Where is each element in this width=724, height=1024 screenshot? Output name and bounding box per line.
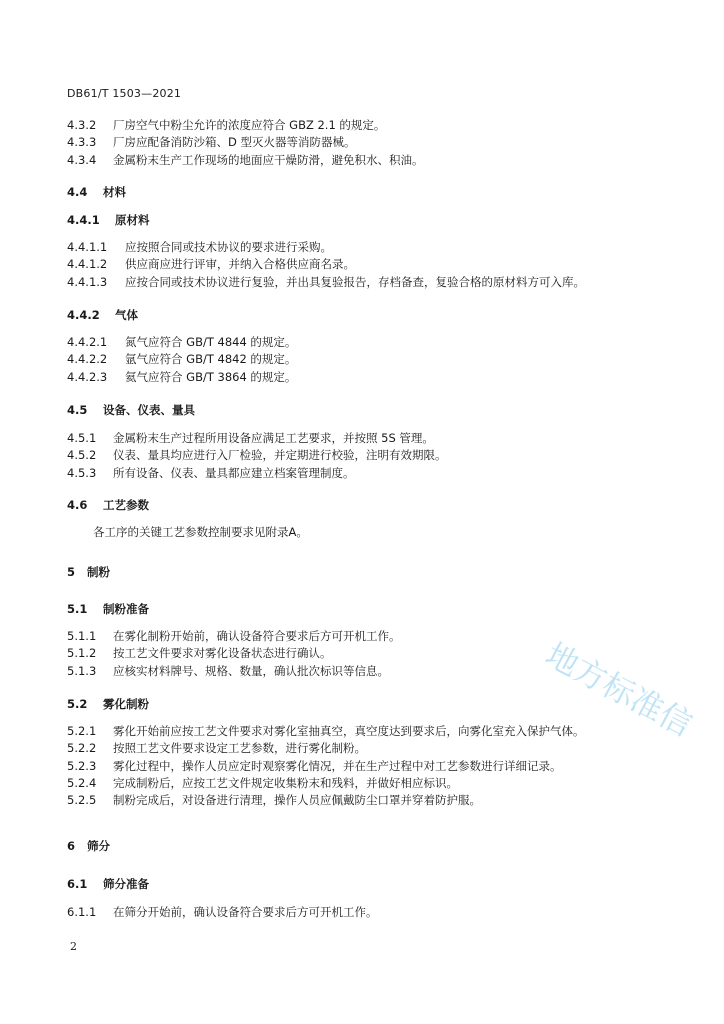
clause-4-4-2-3 [67,369,684,386]
clause-text: 在雾化制粉开始前，确认设备符合要求后方可开机工作。 [113,629,401,643]
clause-number: 4.3.2 [67,118,97,132]
heading-6-1 [67,876,684,893]
clause-text: 供应商应进行评审，并纳入合格供应商名录。 [125,257,355,272]
clause-text: 厂房空气中粉尘允许的浓度应符合 GBZ 2.1 的规定。 [113,118,386,132]
clause-text: 制粉完成后，对设备进行清理，操作人员应佩戴防尘口罩并穿着防护服。 [113,793,481,807]
clause-number: 5.1.1 [67,629,97,643]
heading-5 [67,564,684,581]
heading-4-5 [67,402,684,419]
clause-number: 4.4.1.3 [67,274,108,289]
clause-5-1-1 [67,628,684,645]
clause-text: 应按照合同或技术协议的要求进行采购。 [125,240,332,254]
heading-number: 4.4 [67,185,88,199]
clause-text: 氩气应符合 GB/T 4842 的规定。 [125,352,297,367]
clause-number: 5.2.2 [67,741,97,756]
clause-5-2-1 [67,723,684,740]
heading-4-4-1 [67,212,684,229]
heading-text: 制粉准备 [103,602,149,616]
section-6-1-items [67,904,684,921]
clause-4-4-1-3 [67,274,684,291]
clause-number: 4.4.2.2 [67,352,108,367]
section-4-5-items [67,430,684,482]
heading-text: 筛分 [87,839,110,853]
heading-4-6 [67,497,684,514]
clause-text: 完成制粉后，应按工艺文件规定收集粉末和残料，并做好相应标识。 [113,775,458,790]
watermark: 地方标准信 [539,635,699,744]
clause-number: 5.2.1 [67,724,97,738]
heading-number: 6 [67,839,76,853]
heading-text: 制粉 [87,565,110,579]
clause-number: 4.3.4 [67,152,97,167]
clause-4-3-2 [67,117,684,134]
section-4-3-items [67,117,684,169]
heading-number: 4.5 [67,403,88,417]
clause-4-3-3 [67,134,684,151]
clause-number: 5.1.2 [67,646,97,661]
heading-text: 工艺参数 [103,498,149,512]
clause-number: 6.1.1 [67,905,97,919]
clause-text: 雾化过程中，操作人员应定时观察雾化情况，并在生产过程中对工艺参数进行详细记录。 [113,758,562,773]
clause-4-4-2-1 [67,334,684,351]
heading-number: 4.4.1 [67,213,100,227]
clause-number: 5.2.3 [67,758,97,773]
heading-number: 5.1 [67,602,88,616]
heading-text: 材料 [103,185,126,199]
clause-4-4-2-2 [67,351,684,368]
clause-5-2-3 [67,758,684,775]
heading-number: 4.6 [67,498,88,512]
clause-5-2-2 [67,740,684,757]
clause-text: 应按合同或技术协议进行复验，并出具复验报告，存档备查，复验合格的原材料方可入库。 [125,274,585,289]
clause-number: 4.3.3 [67,135,97,150]
section-5-2-items [67,723,684,809]
clause-number: 4.5.3 [67,465,97,480]
clause-5-2-4 [67,775,684,792]
clause-4-5-1 [67,430,684,447]
clause-text: 金属粉末生产工作现场的地面应干燥防滑，避免积水、积油。 [113,152,424,167]
heading-4-4 [67,184,684,201]
clause-text: 雾化开始前应按工艺文件要求对雾化室抽真空，真空度达到要求后，向雾化室充入保护气体。 [113,724,585,738]
heading-text: 筛分准备 [103,877,149,891]
paragraph-4-6: 各工序的关键工艺参数控制要求见附录A。 [93,525,308,539]
clause-4-3-4 [67,152,684,169]
clause-number: 5.2.5 [67,793,97,807]
clause-number: 4.4.2.3 [67,369,108,384]
clause-number: 4.5.2 [67,448,97,463]
heading-text: 原材料 [115,213,150,227]
clause-number: 5.1.3 [67,663,97,678]
clause-number: 4.4.1.2 [67,257,108,272]
clause-number: 4.4.2.1 [67,335,108,349]
page-number: 2 [70,940,77,953]
clause-text: 所有设备、仪表、量具都应建立档案管理制度。 [113,465,355,480]
heading-text: 设备、仪表、量具 [103,403,195,417]
clause-4-4-1-1 [67,239,684,256]
section-4-4-2-items [67,334,684,386]
clause-number: 5.2.4 [67,775,97,790]
section-4-4-1-items [67,239,684,291]
heading-number: 5.2 [67,697,88,711]
heading-text: 雾化制粉 [103,697,149,711]
clause-number: 4.4.1.1 [67,240,108,254]
clause-4-5-3 [67,465,684,482]
heading-4-4-2 [67,307,684,324]
clause-text: 应核实材料牌号、规格、数量，确认批次标识等信息。 [113,663,389,678]
clause-number: 4.5.1 [67,431,97,445]
heading-number: 4.4.2 [67,308,100,322]
clause-text: 在筛分开始前，确认设备符合要求后方可开机工作。 [113,905,378,919]
clause-5-2-5 [67,792,684,809]
clause-text: 氮气应符合 GB/T 4844 的规定。 [125,335,297,349]
clause-text: 按工艺文件要求对雾化设备状态进行确认。 [113,646,332,661]
clause-4-4-1-2 [67,256,684,273]
clause-text: 金属粉末生产过程所用设备应满足工艺要求，并按照 5S 管理。 [113,431,434,445]
heading-text: 气体 [115,308,138,322]
clause-text: 仪表、量具均应进行入厂检验，并定期进行校验，注明有效期限。 [113,448,447,463]
heading-5-1 [67,601,684,618]
heading-number: 6.1 [67,877,88,891]
clause-text: 氦气应符合 GB/T 3864 的规定。 [125,369,297,384]
heading-number: 5 [67,565,76,579]
clause-6-1-1 [67,904,684,921]
heading-6 [67,838,684,855]
clause-text: 按照工艺文件要求设定工艺参数，进行雾化制粉。 [113,741,366,756]
clause-text: 厂房应配备消防沙箱、D 型灭火器等消防器械。 [113,135,356,150]
document-code-header: DB61/T 1503—2021 [67,87,182,100]
clause-4-5-2 [67,447,684,464]
